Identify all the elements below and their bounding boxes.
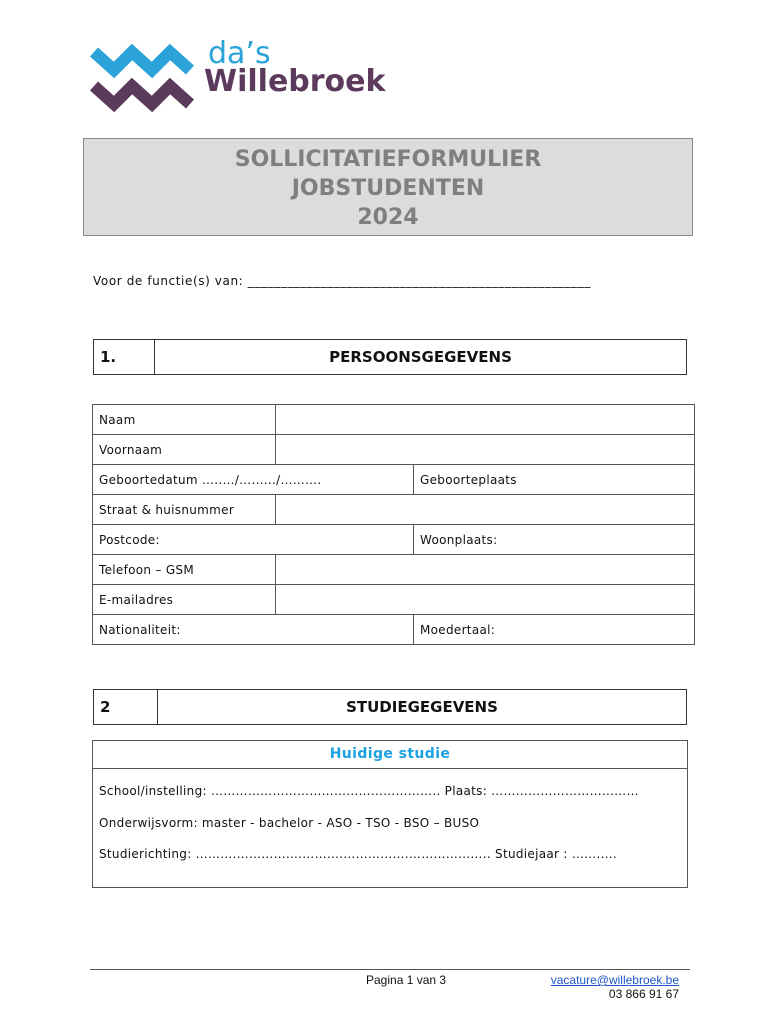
contact-email-link[interactable]: vacature@willebroek.be — [550, 973, 679, 987]
page-number: Pagina 1 van 3 — [366, 973, 447, 987]
table-row — [93, 405, 695, 435]
title-line-1: SOLLICITATIEFORMULIER — [234, 147, 542, 172]
field-studierichting[interactable]: Studierichting: ……….…………….……….…………….……………….. Studiejaar : …….…. — [99, 847, 617, 861]
field-school[interactable]: School/instelling: ……………………………………………….. Plaats: ……………………………… — [99, 784, 639, 798]
logo-name: Willebroek — [204, 64, 386, 99]
current-study-box — [92, 740, 688, 888]
field-postcode[interactable]: Postcode: — [93, 525, 414, 555]
label-telefoon: Telefoon – GSM — [93, 555, 276, 585]
table-row — [93, 465, 695, 495]
label-voornaam: Voornaam — [93, 435, 276, 465]
field-geboorteplaats[interactable]: Geboorteplaats — [414, 465, 695, 495]
title-line-2: JOBSTUDENTEN — [291, 176, 485, 201]
field-woonplaats[interactable]: Woonplaats: — [414, 525, 695, 555]
table-row — [93, 435, 695, 465]
logo-prefix: da’s — [208, 36, 271, 71]
input-email[interactable] — [276, 585, 695, 615]
footer-divider — [90, 969, 690, 970]
label-straat: Straat & huisnummer — [93, 495, 276, 525]
table-row — [93, 525, 695, 555]
section-number: 1. — [94, 340, 155, 374]
title-box — [83, 138, 693, 236]
table-row — [93, 555, 695, 585]
input-voornaam[interactable] — [276, 435, 695, 465]
input-naam[interactable] — [276, 405, 695, 435]
section-personal-header — [93, 339, 687, 375]
functie-field[interactable]: Voor de functie(s) van: ____________________________________________________ — [93, 274, 591, 288]
field-nationaliteit[interactable]: Nationaliteit: — [93, 615, 414, 645]
field-geboortedatum[interactable]: Geboortedatum …..…/….…../………. — [93, 465, 414, 495]
table-row — [93, 615, 695, 645]
field-onderwijsvorm[interactable]: Onderwijsvorm: master - bachelor - ASO - TSO - BSO – BUSO — [99, 816, 480, 830]
input-straat[interactable] — [276, 495, 695, 525]
personal-data-table — [92, 404, 695, 645]
willebroek-logo-mark — [90, 40, 194, 120]
section-title: STUDIEGEGEVENS — [346, 698, 498, 716]
label-email: E-mailadres — [93, 585, 276, 615]
table-row — [93, 495, 695, 525]
current-study-heading: Huidige studie — [93, 741, 687, 769]
section-study-header — [93, 689, 687, 725]
contact-phone: 03 866 91 67 — [608, 987, 679, 1001]
section-title: PERSOONSGEGEVENS — [329, 348, 512, 366]
table-row — [93, 585, 695, 615]
field-moedertaal[interactable]: Moedertaal: — [414, 615, 695, 645]
section-number: 2 — [94, 690, 158, 724]
input-telefoon[interactable] — [276, 555, 695, 585]
title-line-3: 2024 — [357, 205, 419, 230]
label-naam: Naam — [93, 405, 276, 435]
